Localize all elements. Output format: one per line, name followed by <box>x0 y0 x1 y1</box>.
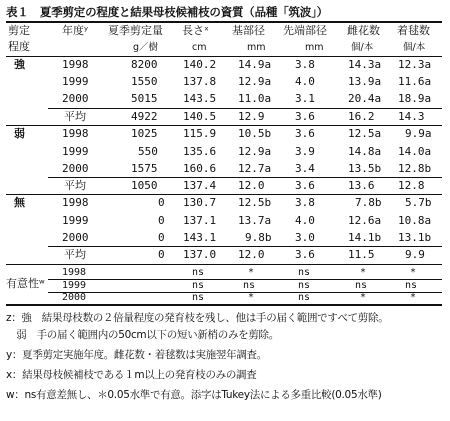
avg-flowers-cell: 16.2 <box>348 110 375 123</box>
header-pruning-degree-1: 剪定 <box>8 24 30 37</box>
base-cell: 12.9a <box>238 75 272 88</box>
sig-row-rule <box>48 292 442 293</box>
fruits-cell: 14.0a <box>398 145 432 158</box>
tip-cell: 3.8 <box>295 58 315 71</box>
avg-length-cell: 137.4 <box>183 179 217 192</box>
sig-base-cell: ns <box>243 280 256 291</box>
header-base-unit: mm <box>247 42 266 53</box>
footnote-z-weak: 弱 手の届く範囲内の50cm以下の短い新梢のみを剪除。 <box>6 329 279 341</box>
year-cell: 2000 <box>62 162 89 175</box>
average-label: 平均 <box>64 248 86 261</box>
length-cell: 143.5 <box>183 92 217 105</box>
footnote-w: w：ns有意差無し、＊0.05水準で有意。添字はTukey法による多重比較(0.05水準) <box>6 389 382 401</box>
flowers-cell: 12.6a <box>348 214 382 227</box>
footnote-y: y：夏季剪定実施年度。雌花数・着毬数は実施翌年調査。 <box>6 349 267 361</box>
fruits-cell: 12.8b <box>398 162 432 175</box>
length-cell: 135.6 <box>183 145 217 158</box>
amount-cell: 1575 <box>131 162 158 175</box>
tip-cell: 3.8 <box>295 196 315 209</box>
length-cell: 140.2 <box>183 58 217 71</box>
base-cell: 9.8b <box>245 231 272 244</box>
year-cell: 1999 <box>62 75 89 88</box>
length-cell: 137.8 <box>183 75 217 88</box>
average-label: 平均 <box>64 179 86 192</box>
amount-cell: 0 <box>158 231 165 244</box>
fruits-cell: 18.9a <box>398 92 432 105</box>
amount-cell: 550 <box>138 145 158 158</box>
sig-length-cell: ns <box>192 292 205 303</box>
header-length: 長さˣ <box>182 24 209 37</box>
year-cell: 1999 <box>62 214 89 227</box>
header-female-flowers: 雌花数 <box>347 24 380 37</box>
base-cell: 12.9a <box>238 145 272 158</box>
avg-fruits-cell: 9.9 <box>405 248 425 261</box>
tip-cell: 3.1 <box>295 92 315 105</box>
flowers-cell: 14.1b <box>348 231 382 244</box>
table-caption: 表１ 夏季剪定の程度と結果母枝候補枝の資質（品種「筑波」） <box>6 5 328 19</box>
group-label-weak: 弱 <box>14 127 25 140</box>
header-tip-diameter: 先端部径 <box>283 24 327 37</box>
tip-cell: 4.0 <box>295 214 315 227</box>
sig-flowers-cell: * <box>360 292 367 303</box>
sig-flowers-cell: ns <box>355 280 368 291</box>
year-cell: 1998 <box>62 196 89 209</box>
avg-flowers-cell: 13.6 <box>348 179 375 192</box>
avg-tip-cell: 3.6 <box>295 110 315 123</box>
flowers-cell: 13.9a <box>348 75 382 88</box>
header-amount: 夏季剪定量 <box>108 24 163 37</box>
group-separator <box>6 194 442 195</box>
length-cell: 115.9 <box>183 127 217 140</box>
footnote-z: z：強 結果母枝数の２倍量程度の発育枝を残し、他は手の届く範囲ですべて剪除。 <box>6 312 389 324</box>
sig-base-cell: * <box>248 267 255 278</box>
base-cell: 12.7a <box>238 162 272 175</box>
avg-base-cell: 12.0 <box>238 179 265 192</box>
table-top-rule <box>6 21 442 23</box>
avg-amount-cell: 0 <box>158 248 165 261</box>
fruits-cell: 12.3a <box>398 58 432 71</box>
header-fruit-unit: 個/本 <box>403 42 426 53</box>
sig-year-cell: 1999 <box>62 280 87 291</box>
avg-fruits-cell: 14.3 <box>398 110 425 123</box>
year-cell: 2000 <box>62 231 89 244</box>
base-cell: 13.7a <box>238 214 272 227</box>
header-flower-unit: 個/本 <box>351 42 374 53</box>
flowers-cell: 14.3a <box>348 58 382 71</box>
tip-cell: 4.0 <box>295 75 315 88</box>
base-cell: 10.5b <box>238 127 272 140</box>
length-cell: 137.1 <box>183 214 217 227</box>
footnote-x: x：結果母枝候補枝である１m以上の発育枝のみの調査 <box>6 369 257 381</box>
average-label: 平均 <box>64 110 86 123</box>
sig-length-cell: ns <box>192 280 205 291</box>
tip-cell: 3.0 <box>295 231 315 244</box>
significance-label: 有意性ʷ <box>6 277 45 290</box>
year-cell: 1999 <box>62 145 89 158</box>
sig-tip-cell: ns <box>298 267 311 278</box>
length-cell: 160.6 <box>183 162 217 175</box>
sig-fruits-cell: * <box>410 267 417 278</box>
amount-cell: 1025 <box>131 127 158 140</box>
flowers-cell: 14.8a <box>348 145 382 158</box>
header-year: 年度ʸ <box>62 24 89 37</box>
sig-tip-cell: ns <box>298 292 311 303</box>
sig-year-cell: 1998 <box>62 267 87 278</box>
avg-fruits-cell: 12.8 <box>398 179 425 192</box>
avg-base-cell: 12.0 <box>238 248 265 261</box>
avg-length-cell: 140.5 <box>183 110 217 123</box>
year-cell: 1998 <box>62 127 89 140</box>
sig-fruits-cell: * <box>410 292 417 303</box>
amount-cell: 5015 <box>131 92 158 105</box>
amount-cell: 1550 <box>131 75 158 88</box>
group-label-none: 無 <box>14 196 25 209</box>
group-separator <box>6 125 442 126</box>
avg-flowers-cell: 11.5 <box>348 248 375 261</box>
flowers-cell: 12.5a <box>348 127 382 140</box>
flowers-cell: 7.8b <box>355 196 382 209</box>
amount-cell: 0 <box>158 196 165 209</box>
header-burs: 着毬数 <box>397 24 430 37</box>
group-separator <box>6 264 442 265</box>
avg-tip-cell: 3.6 <box>295 179 315 192</box>
sig-year-cell: 2000 <box>62 292 87 303</box>
group-label-strong: 強 <box>14 58 25 71</box>
tip-cell: 3.9 <box>295 145 315 158</box>
fruits-cell: 5.7b <box>405 196 432 209</box>
base-cell: 14.9a <box>238 58 272 71</box>
length-cell: 130.7 <box>183 196 217 209</box>
table-header-rule <box>6 56 442 57</box>
year-cell: 2000 <box>62 92 89 105</box>
avg-base-cell: 12.9 <box>238 110 265 123</box>
average-rule-top <box>48 246 442 247</box>
base-cell: 11.0a <box>238 92 272 105</box>
header-base-diameter: 基部径 <box>232 24 265 37</box>
avg-amount-cell: 1050 <box>131 179 158 192</box>
tip-cell: 3.6 <box>295 127 315 140</box>
header-amount-unit: g／樹 <box>133 42 159 53</box>
year-cell: 1998 <box>62 58 89 71</box>
sig-tip-cell: ns <box>298 280 311 291</box>
sig-flowers-cell: * <box>360 267 367 278</box>
fruits-cell: 10.8a <box>398 214 432 227</box>
amount-cell: 0 <box>158 214 165 227</box>
sig-base-cell: * <box>248 292 255 303</box>
fruits-cell: 11.6a <box>398 75 432 88</box>
base-cell: 12.5b <box>238 196 272 209</box>
avg-length-cell: 137.0 <box>183 248 217 261</box>
sig-fruits-cell: ns <box>405 280 418 291</box>
header-length-unit: cm <box>192 42 207 53</box>
sig-length-cell: ns <box>192 267 205 278</box>
header-pruning-degree-2: 程度 <box>8 40 30 53</box>
fruits-cell: 13.1b <box>398 231 432 244</box>
amount-cell: 8200 <box>131 58 158 71</box>
avg-tip-cell: 3.6 <box>295 248 315 261</box>
flowers-cell: 20.4a <box>348 92 382 105</box>
tip-cell: 3.4 <box>295 162 315 175</box>
length-cell: 143.1 <box>183 231 217 244</box>
header-tip-unit: mm <box>305 42 324 53</box>
average-rule-top <box>48 177 442 178</box>
fruits-cell: 9.9a <box>405 127 432 140</box>
avg-amount-cell: 4922 <box>131 110 158 123</box>
average-rule-top <box>48 108 442 109</box>
flowers-cell: 13.5b <box>348 162 382 175</box>
